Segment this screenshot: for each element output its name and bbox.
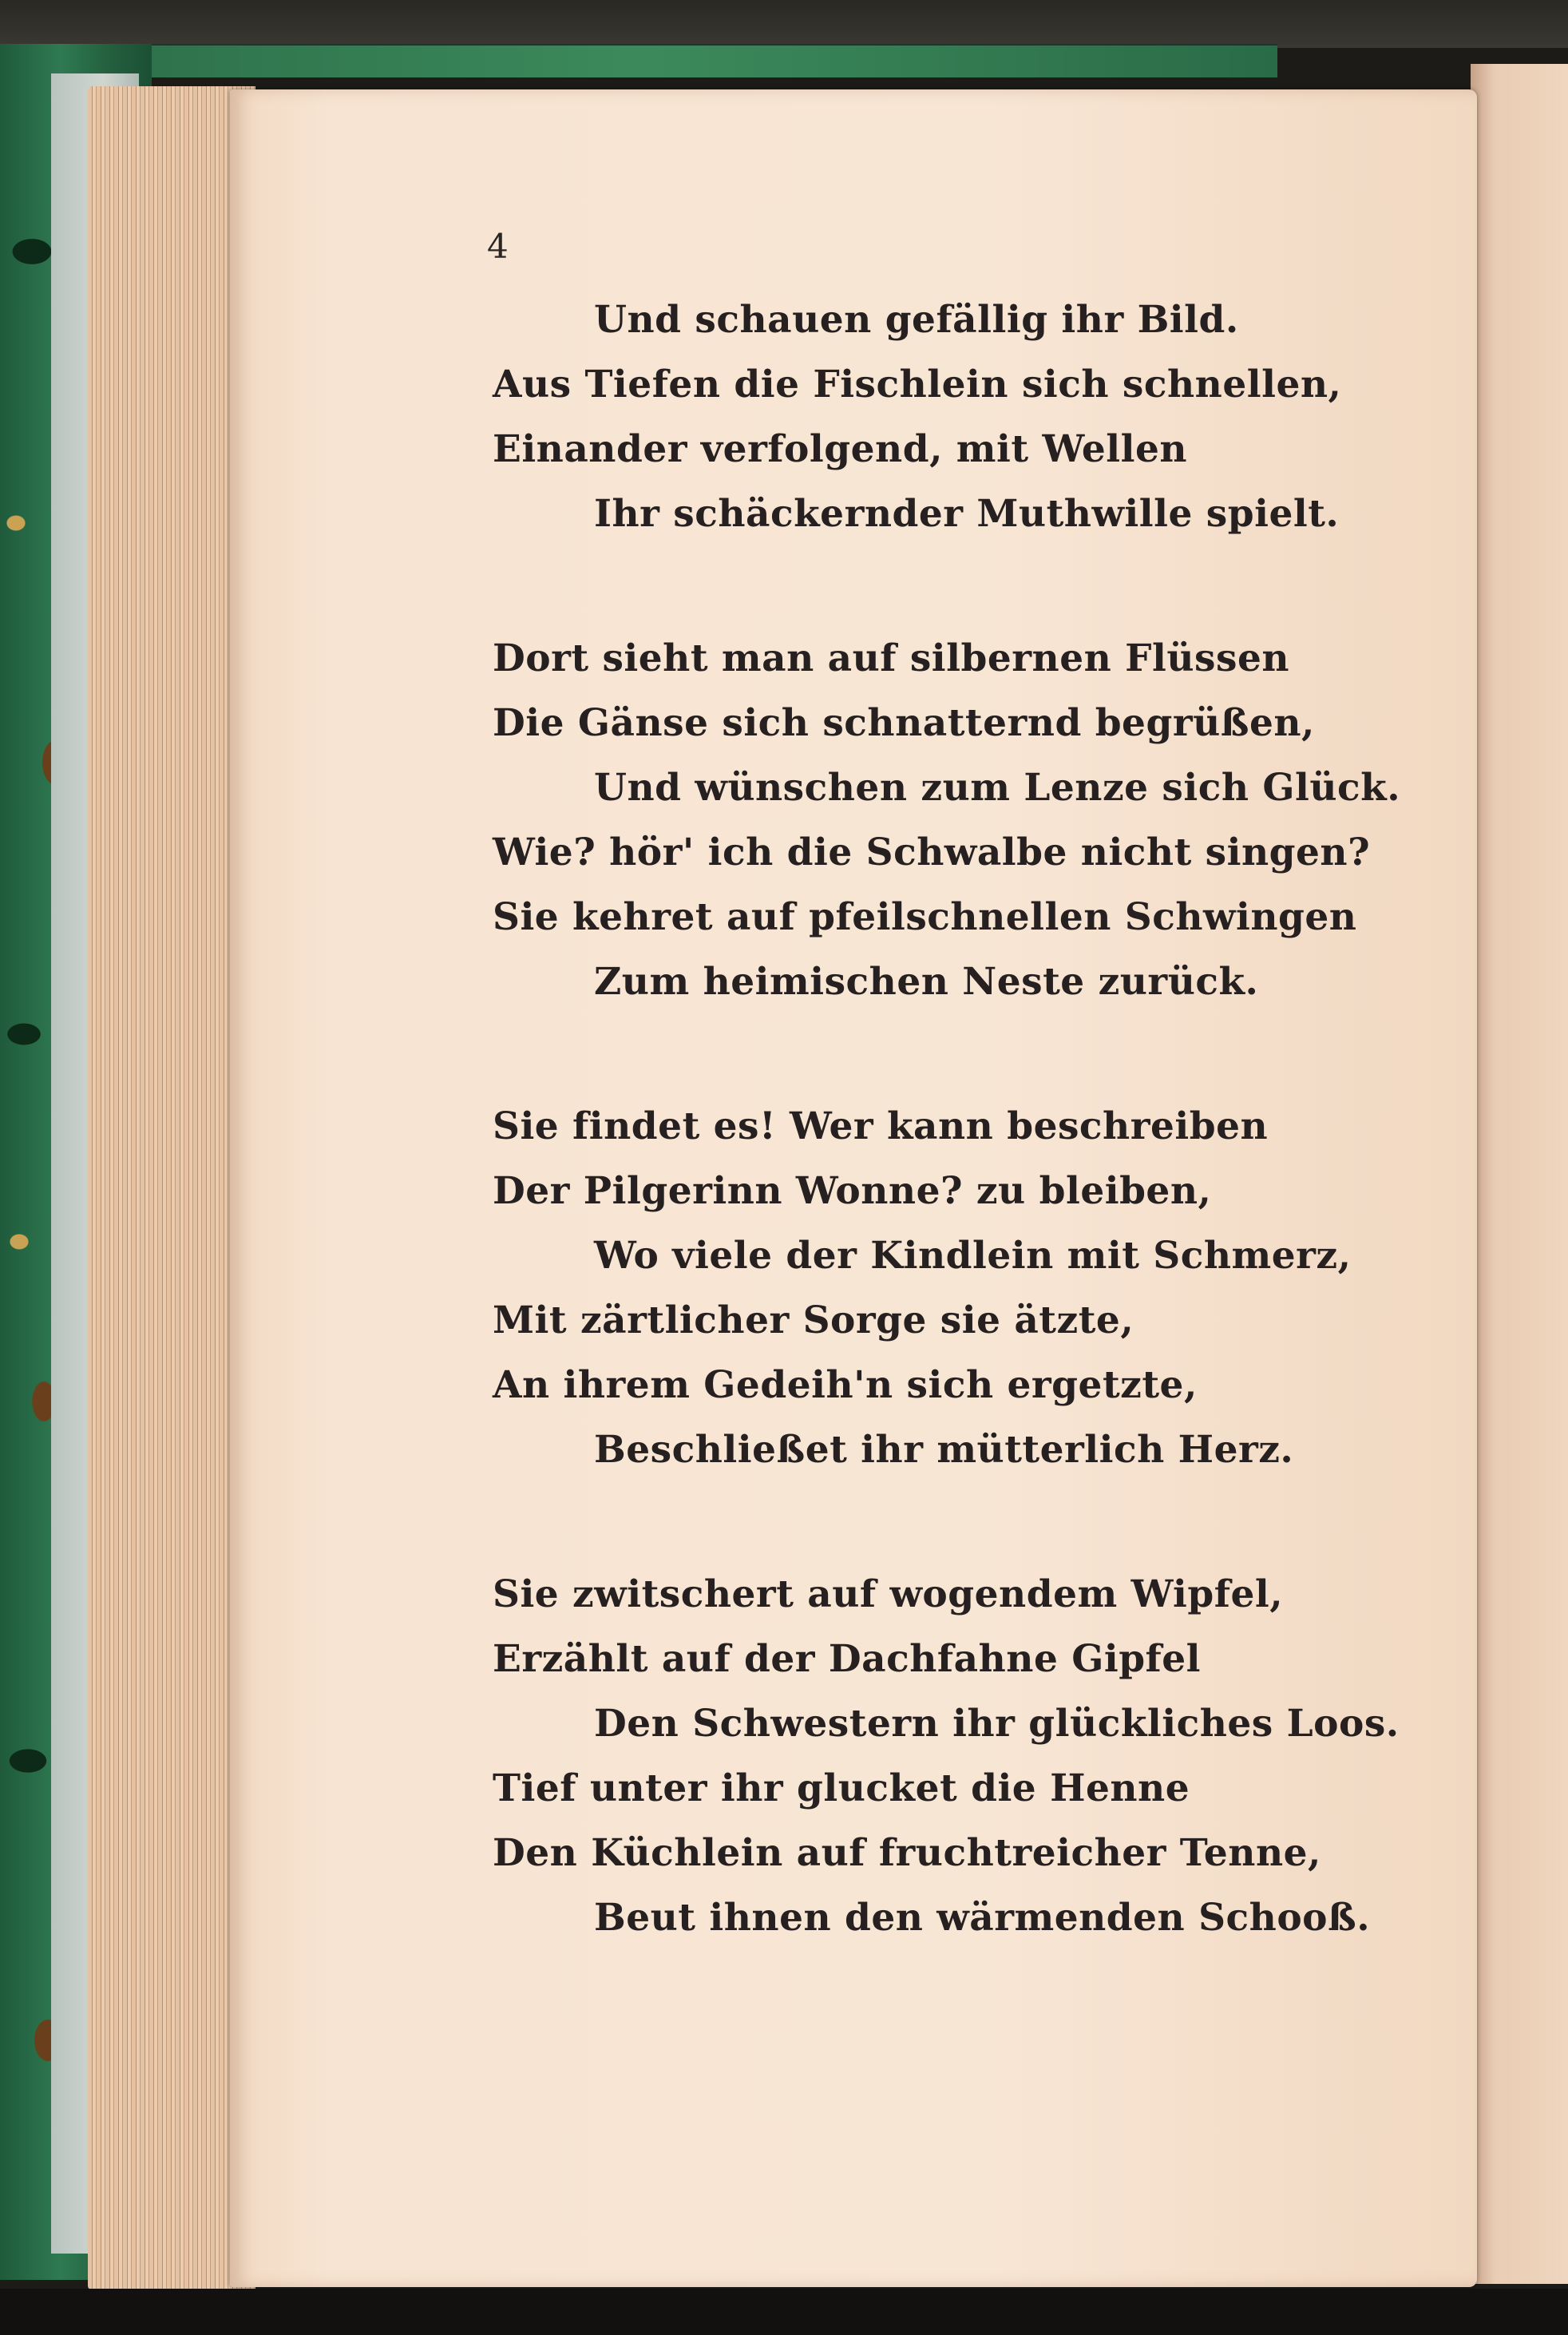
book-cover-top-edge [0, 44, 1277, 77]
background-top [0, 0, 1568, 48]
poem-line: Sie findet es! Wer kann beschreiben [493, 1104, 1269, 1148]
poem-line: Beschließet ihr mütterlich Herz. [594, 1428, 1294, 1472]
page-number: 4 [487, 227, 509, 266]
stanza-4 [493, 1562, 1400, 1950]
poem-line: Den Schwestern ihr glückliches Loos. [594, 1702, 1400, 1746]
poem-line: Ihr schäckernder Muthwille spielt. [594, 492, 1340, 536]
facing-page [1471, 64, 1568, 2284]
stanza-2 [493, 626, 1401, 1014]
poem-line: Wo viele der Kindlein mit Schmerz, [594, 1234, 1352, 1278]
poem-line: Erzählt auf der Dachfahne Gipfel [493, 1637, 1202, 1681]
poem-line: Einander verfolgend, mit Wellen [493, 427, 1188, 471]
poem-line: An ihrem Gedeih'n sich ergetzte, [493, 1363, 1198, 1407]
poem-line: Die Gänse sich schnatternd begrüßen, [493, 701, 1315, 745]
poem-line: Tief unter ihr glucket die Henne [493, 1766, 1190, 1810]
poem-line: Dort sieht man auf silbernen Flüssen [493, 636, 1290, 680]
poem-line: Zum heimischen Neste zurück. [594, 960, 1259, 1004]
poem-line: Beut ihnen den wärmenden Schooß. [594, 1896, 1371, 1940]
poem-text [493, 287, 1401, 1950]
poem-line: Sie zwitschert auf wogendem Wipfel, [493, 1572, 1284, 1616]
stanza-3 [493, 1094, 1352, 1482]
poem-line: Mit zärtlicher Sorge sie ätzte, [493, 1298, 1134, 1342]
poem-line: Aus Tiefen die Fischlein sich schnellen, [493, 363, 1342, 406]
stanza-1 [493, 287, 1342, 546]
poem-line: Und wünschen zum Lenze sich Glück. [594, 766, 1401, 810]
poem-line: Den Küchlein auf fruchtreicher Tenne, [493, 1831, 1321, 1875]
poem-line: Der Pilgerinn Wonne? zu bleiben, [493, 1169, 1212, 1213]
poem-line: Und schauen gefällig ihr Bild. [594, 298, 1239, 342]
background-bottom [0, 2289, 1568, 2335]
poem-line: Wie? hör' ich die Schwalbe nicht singen? [493, 831, 1371, 874]
poem-line: Sie kehret auf pfeilschnellen Schwingen [493, 895, 1357, 939]
